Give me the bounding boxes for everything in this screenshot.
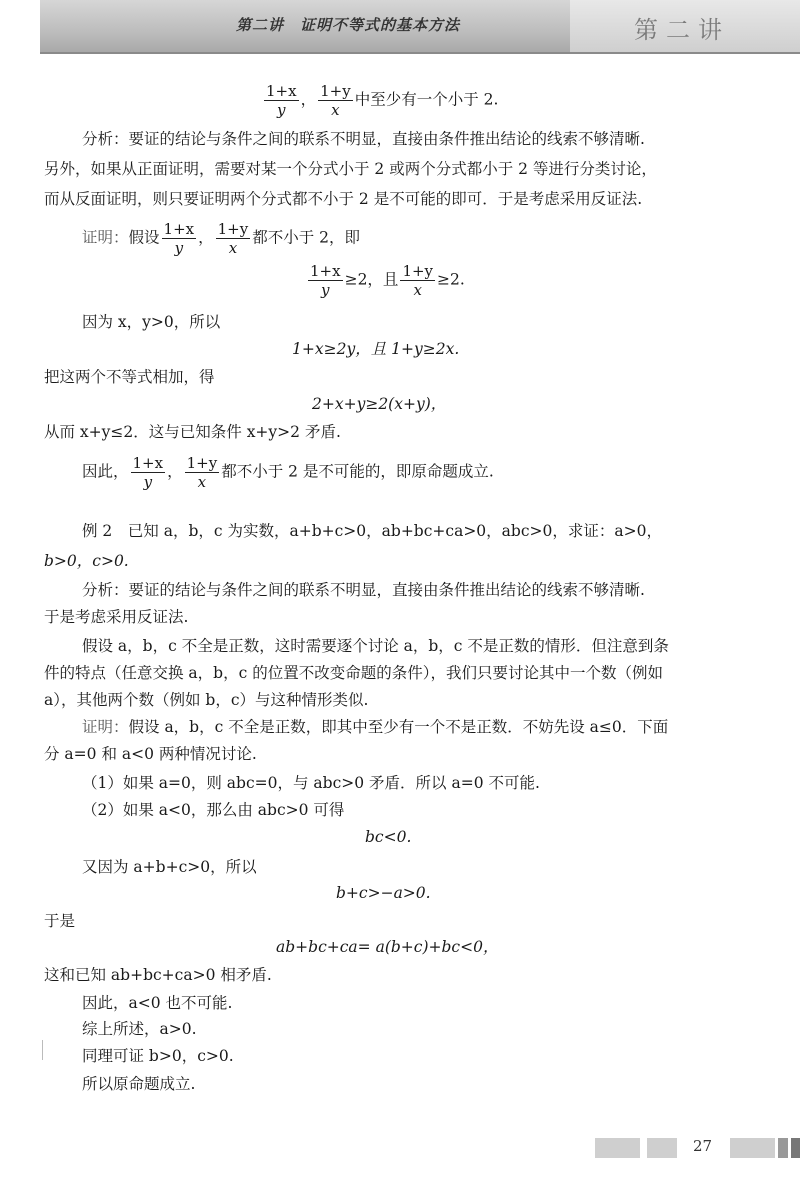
- case1-line: （1）如果 a=0，则 abc=0，与 abc>0 矛盾．所以 a=0 不可能.: [82, 774, 540, 792]
- final-line: 所以原命题成立.: [82, 1075, 196, 1093]
- analysis2-line1: 分析：要证的结论与条件之间的联系不明显，直接由条件推出结论的线索不够清晰.: [82, 581, 645, 599]
- fraction-1px-over-y: $\frac{1+x}{y}$: [266, 82, 297, 119]
- proposition-line: $\frac{1+x}{y}$ ， $\frac{1+y}{x}$ 中至少有一个小于 2.: [266, 82, 499, 119]
- footer-bar: [647, 1138, 677, 1158]
- inequality-bc2: b+c>−a>0.: [336, 884, 431, 902]
- likewise-line: 同理可证 b>0，c>0.: [82, 1047, 234, 1065]
- contradiction-line: 从而 x+y≤2．这与已知条件 x+y>2 矛盾.: [44, 423, 341, 441]
- since-line: 因为 x，y>0，所以: [82, 313, 221, 331]
- therefore-line: 因此，a<0 也不可能.: [82, 994, 233, 1012]
- assume-line3: a），其他两个数（例如 b，c）与这种情形类似.: [44, 691, 369, 709]
- example2-line2: b>0，c>0.: [44, 552, 129, 570]
- so-line: 于是: [44, 912, 76, 930]
- page-number: 27: [693, 1137, 713, 1155]
- proof2-line2: 分 a=0 和 a<0 两种情况讨论.: [44, 745, 257, 763]
- header-title: 第二讲 证明不等式的基本方法: [236, 16, 461, 34]
- assume-line2: 件的特点（任意交换 a，b，c 的位置不改变命题的条件），我们只要讨论其中一个数（例如: [44, 664, 663, 682]
- add-line: 把这两个不等式相加，得: [44, 368, 215, 386]
- case2-line: （2）如果 a<0，那么由 abc>0 可得: [82, 801, 345, 819]
- conclusion1-line: 因此， $\frac{1+x}{y}$ ， $\frac{1+y}{x}$ 都不小于 2 是不可能的，即原命题成立.: [82, 454, 494, 491]
- example2-line1: 例 2 已知 a，b，c 为实数，a+b+c>0，ab+bc+ca>0，abc>0，求证：a>0，: [82, 522, 662, 540]
- again-line: 又因为 a+b+c>0，所以: [82, 858, 257, 876]
- proof2-line1: 证明：假设 a，b，c 不全是正数，即其中至少有一个不是正数．不妨先设 a≤0．下面: [82, 718, 669, 736]
- summary-line: 综上所述，a>0.: [82, 1020, 197, 1038]
- proof1-label: 证明：: [82, 228, 129, 247]
- assume-line1: 假设 a，b，c 不全是正数，这时需要逐个讨论 a，b，c 不是正数的情形．但注意到条: [82, 637, 669, 655]
- analysis1-line1: 分析：要证的结论与条件之间的联系不明显，直接由条件推出结论的线索不够清晰.: [82, 130, 645, 148]
- inequality-2: 1+x≥2y，且 1+y≥2x.: [292, 340, 460, 358]
- fraction-1py-over-x: $\frac{1+y}{x}$: [320, 82, 351, 119]
- analysis1-line3: 而从反面证明，则只要证明两个分式都不小于 2 是不可能的即可．于是考虑采用反证法.: [44, 190, 643, 208]
- analysis1-line2: 另外，如果从正面证明，需要对某一个分式小于 2 或两个分式都小于 2 等进行分类讨论，: [44, 160, 657, 178]
- footer-bar: [791, 1138, 800, 1158]
- proof1-assume-line: 证明：假设 $\frac{1+x}{y}$ ， $\frac{1+y}{x}$ 都不小于 2，即: [82, 220, 361, 257]
- chapter-tab: [570, 0, 800, 52]
- footer-bar: [595, 1138, 640, 1158]
- footer-bar: [730, 1138, 775, 1158]
- equation-ab: ab+bc+ca= a(b+c)+bc<0，: [276, 938, 499, 956]
- proposition-text: 中至少有一个小于 2.: [354, 90, 499, 109]
- inequality-1: $\frac{1+x}{y}$ ≥2，且 $\frac{1+y}{x}$ ≥2.: [310, 262, 465, 299]
- proof2-label: 证明：: [82, 718, 129, 736]
- page-header: [40, 0, 800, 54]
- analysis2-line2: 于是考虑采用反证法.: [44, 608, 189, 626]
- inequality-3: 2+x+y≥2(x+y)，: [312, 395, 447, 413]
- contradiction2-line: 这和已知 ab+bc+ca>0 相矛盾.: [44, 966, 272, 984]
- chapter-tab-label: 第二讲: [634, 16, 730, 44]
- inequality-bc: bc<0.: [365, 828, 412, 846]
- margin-mark: [42, 1040, 43, 1060]
- footer-bar: [778, 1138, 788, 1158]
